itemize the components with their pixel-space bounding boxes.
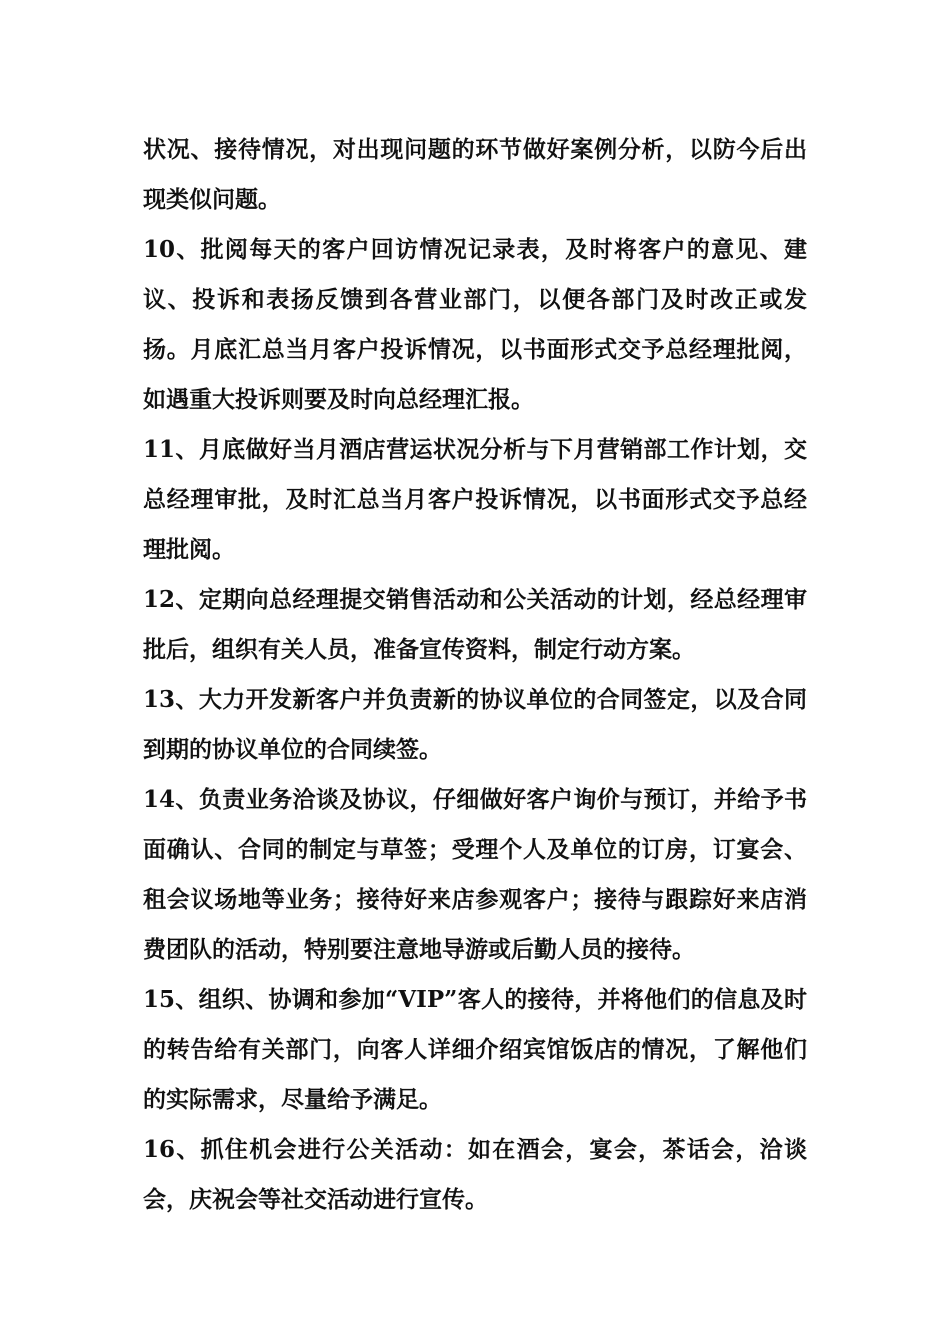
paragraph-item-11: 11、月底做好当月酒店营运状况分析与下月营销部工作计划，交总经理审批，及时汇总当月客户投诉情况，以书面形式交予总经理批阅。 bbox=[143, 436, 807, 563]
document-body bbox=[143, 125, 807, 1225]
paragraph-item-12: 12、定期向总经理提交销售活动和公关活动的计划，经总经理审批后，组织有关人员，准备宣传资料，制定行动方案。 bbox=[143, 586, 807, 663]
paragraph-item-14: 14、负责业务洽谈及协议，仔细做好客户询价与预订，并给予书面确认、合同的制定与草签；受理个人及单位的订房，订宴会、租会议场地等业务；接待好来店参观客户；接待与跟踪好来店消费团队的活动，特别要注意地导游或后勤人员的接待。 bbox=[143, 786, 807, 963]
paragraph-item-16: 16、抓住机会进行公关活动：如在酒会，宴会，茶话会，洽谈会，庆祝会等社交活动进行宣传。 bbox=[143, 1136, 807, 1213]
paragraph-item-10: 10、批阅每天的客户回访情况记录表，及时将客户的意见、建议、投诉和表扬反馈到各营业部门，以便各部门及时改正或发扬。月底汇总当月客户投诉情况，以书面形式交予总经理批阅，如遇重大投诉则要及时向总经理汇报。 bbox=[143, 236, 807, 413]
paragraph-continuation: 状况、接待情况，对出现问题的环节做好案例分析，以防今后出现类似问题。 bbox=[143, 136, 807, 213]
paragraph-item-13: 13、大力开发新客户并负责新的协议单位的合同签定，以及合同到期的协议单位的合同续签。 bbox=[143, 686, 807, 763]
paragraph-item-15: 15、组织、协调和参加“VIP”客人的接待，并将他们的信息及时的转告给有关部门，向客人详细介绍宾馆饭店的情况，了解他们的实际需求，尽量给予满足。 bbox=[143, 986, 807, 1113]
